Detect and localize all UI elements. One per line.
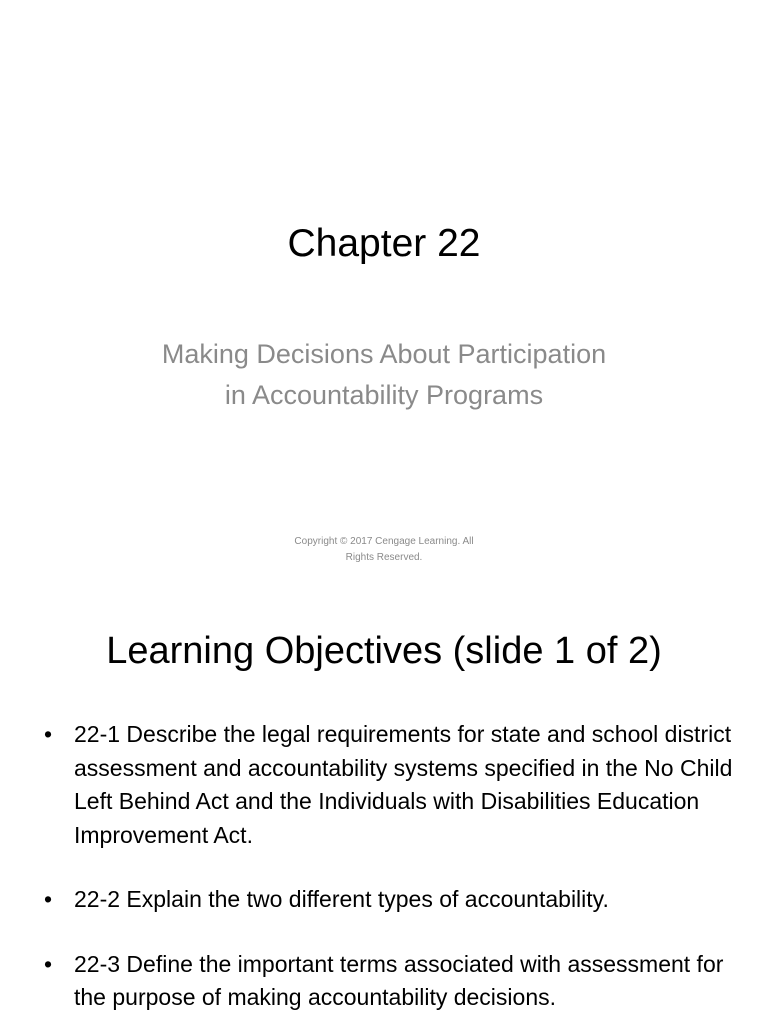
copyright-line-2: Rights Reserved. (345, 552, 423, 563)
learning-objectives-slide (0, 576, 768, 1024)
objectives-list (42, 718, 738, 1024)
subtitle-line-2: in Accountability Programs (224, 380, 544, 410)
copyright-notice (264, 534, 504, 566)
objective-text: 22-3 Define the important terms associated with assessment for the purpose of making accountability decisions. (74, 950, 724, 1010)
bullet-icon: • (44, 886, 53, 912)
objective-item-2 (42, 883, 738, 917)
chapter-subtitle (84, 334, 684, 416)
slide-heading: Learning Objectives (slide 1 of 2) (106, 630, 662, 672)
objective-item-1 (42, 718, 738, 852)
subtitle-line-1: Making Decisions About Participation (161, 339, 607, 369)
objective-item-3 (42, 948, 738, 1015)
bullet-icon: • (44, 721, 53, 747)
objective-text: 22-1 Describe the legal requirements for state and school district assessment and accountability systems specified in the No Child Left Behind Act and the Individuals with Disabilities Education Improvement Act. (74, 721, 733, 848)
bullet-icon: • (44, 950, 53, 977)
objective-text: 22-2 Explain the two different types of accountability. (74, 886, 609, 912)
copyright-line-1: Copyright © 2017 Cengage Learning. All (294, 536, 474, 547)
chapter-title: Chapter 22 (287, 222, 481, 265)
